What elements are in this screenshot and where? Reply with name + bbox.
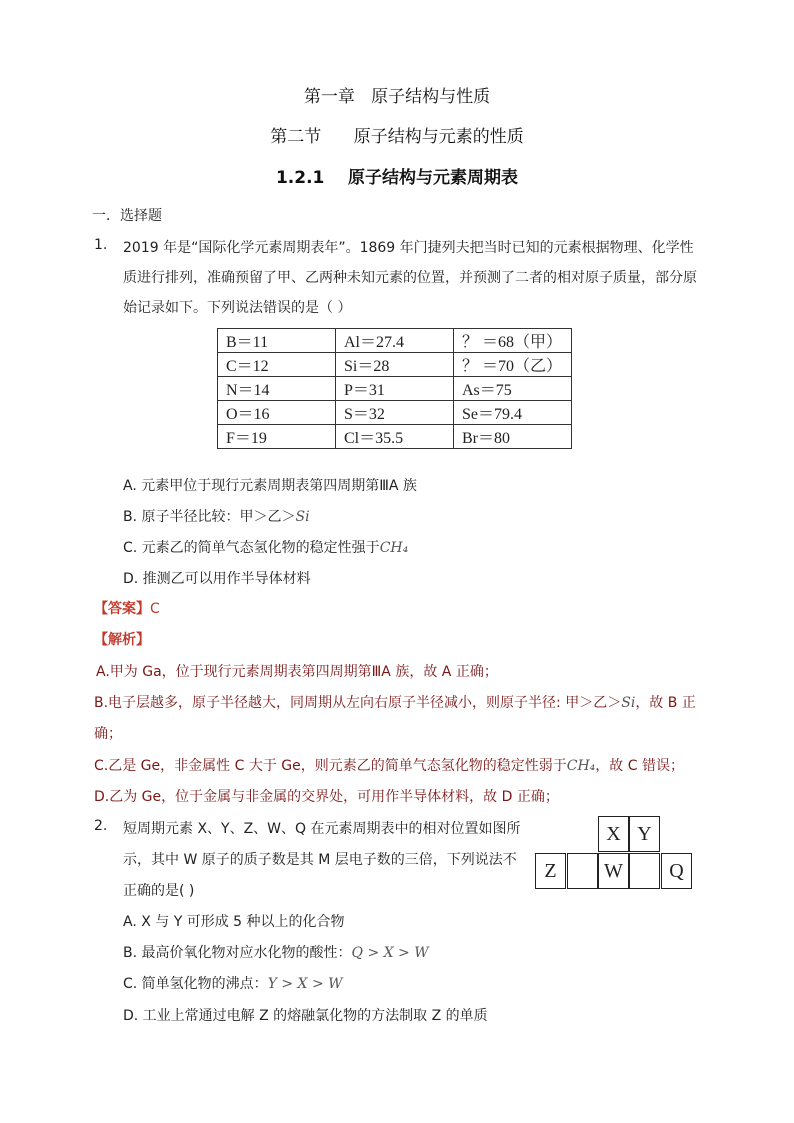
table-cell: Br＝80 bbox=[454, 425, 572, 449]
analysis-text: ，故 C 错误； bbox=[595, 758, 684, 774]
element-cell-z: Z bbox=[535, 853, 566, 889]
formula: Y > X > W bbox=[267, 976, 343, 992]
formula: CH₄ bbox=[566, 758, 596, 774]
element-cell-y: Y bbox=[629, 816, 660, 852]
analysis-text: C.乙是 Ge，非金属性 C 大于 Ge，则元素乙的简单气态氢化物的稳定性弱于 bbox=[94, 758, 567, 774]
table-cell: C＝12 bbox=[218, 353, 336, 377]
q1-number: 1. bbox=[94, 237, 108, 253]
q2-option-c bbox=[123, 973, 343, 993]
option-text: B. 最高价氧化物对应水化物的酸性： bbox=[123, 945, 352, 961]
analysis-d: D.乙为 Ge，位于金属与非金属的交界处，可用作半导体材料，故 D 正确； bbox=[94, 789, 559, 805]
q1-option-d: D. 推测乙可以用作半导体材料 bbox=[123, 571, 311, 587]
q2-option-d: D. 工业上常通过电解 Z 的熔融氯化物的方法制取 Z 的单质 bbox=[123, 1008, 488, 1024]
answer-value: C bbox=[150, 601, 160, 617]
table-cell: Al＝27.4 bbox=[336, 329, 454, 353]
formula: Si bbox=[295, 509, 310, 525]
element-table bbox=[217, 328, 572, 449]
table-cell: P＝31 bbox=[336, 377, 454, 401]
analysis-b-cont: 确； bbox=[94, 726, 122, 742]
q1-stem-line: 质进行排列，准确预留了甲、乙两种未知元素的位置，并预测了二者的相对原子质量，部分原 bbox=[123, 270, 697, 286]
table-row bbox=[218, 377, 572, 401]
element-cell-w: W bbox=[598, 853, 629, 889]
table-row bbox=[218, 353, 572, 377]
answer-label: 【答案】 bbox=[94, 601, 150, 617]
analysis-label: 【解析】 bbox=[94, 632, 150, 648]
element-cell-empty bbox=[629, 853, 660, 889]
formula: Q > X > W bbox=[351, 945, 429, 961]
table-cell: As＝75 bbox=[454, 377, 572, 401]
element-cell-q: Q bbox=[661, 853, 692, 889]
analysis-a: A.甲为 Ga，位于现行元素周期表第四周期第ⅢA 族，故 A 正确； bbox=[96, 664, 498, 680]
option-text: C. 简单氢化物的沸点： bbox=[123, 976, 268, 992]
chapter-title: 第一章 原子结构与性质 bbox=[303, 87, 491, 107]
table-cell: ？ ＝70（乙） bbox=[454, 353, 572, 377]
answer-line bbox=[94, 598, 160, 618]
part-heading: 一．选择题 bbox=[92, 208, 162, 224]
table-row bbox=[218, 425, 572, 449]
table-cell: B＝11 bbox=[218, 329, 336, 353]
q1-option-c bbox=[123, 537, 408, 557]
table-row bbox=[218, 329, 572, 353]
q2-stem-line: 短周期元素 X、Y、Z、W、Q 在元素周期表中的相对位置如图所 bbox=[123, 821, 521, 837]
q2-number: 2. bbox=[94, 818, 108, 834]
analysis-text: ，故 B 正 bbox=[635, 695, 696, 711]
subsection-title: 1.2.1 原子结构与元素周期表 bbox=[275, 168, 519, 188]
option-text: C. 元素乙的简单气态氢化物的稳定性强于 bbox=[123, 540, 380, 556]
element-cell-x: X bbox=[598, 816, 629, 852]
option-text: B. 原子半径比较：甲＞乙＞ bbox=[123, 509, 296, 525]
table-cell: Se＝79.4 bbox=[454, 401, 572, 425]
formula: Si bbox=[621, 695, 636, 711]
q1-stem-line: 2019 年是“国际化学元素周期表年”。1869 年门捷列夫把当时已知的元素根据物理、化学性 bbox=[123, 240, 694, 256]
table-cell: N＝14 bbox=[218, 377, 336, 401]
analysis-b bbox=[94, 692, 696, 712]
formula: CH₄ bbox=[379, 540, 409, 556]
table-cell: ？ ＝68（甲） bbox=[454, 329, 572, 353]
table-cell: Si＝28 bbox=[336, 353, 454, 377]
q1-option-b bbox=[123, 506, 310, 526]
q2-stem-line: 示，其中 W 原子的质子数是其 M 层电子数的三倍，下列说法不 bbox=[123, 852, 517, 868]
analysis-c bbox=[94, 755, 684, 775]
table-row bbox=[218, 401, 572, 425]
q2-option-b bbox=[123, 942, 429, 962]
element-cell-empty bbox=[567, 853, 598, 889]
table-cell: O＝16 bbox=[218, 401, 336, 425]
q2-stem-line: 正确的是( ) bbox=[123, 883, 195, 899]
q1-option-a: A. 元素甲位于现行元素周期表第四周期第ⅢA 族 bbox=[123, 478, 417, 494]
periodic-table-fragment bbox=[535, 816, 695, 890]
table-cell: F＝19 bbox=[218, 425, 336, 449]
q1-stem-line: 始记录如下。下列说法错误的是（ ） bbox=[123, 300, 352, 316]
analysis-text: B.电子层越多，原子半径越大，同周期从左向右原子半径减小，则原子半径: 甲＞乙＞ bbox=[94, 695, 622, 711]
table-cell: S＝32 bbox=[336, 401, 454, 425]
q2-option-a: A. X 与 Y 可形成 5 种以上的化合物 bbox=[123, 914, 345, 930]
section-title: 第二节 原子结构与元素的性质 bbox=[270, 127, 524, 147]
table-cell: Cl＝35.5 bbox=[336, 425, 454, 449]
